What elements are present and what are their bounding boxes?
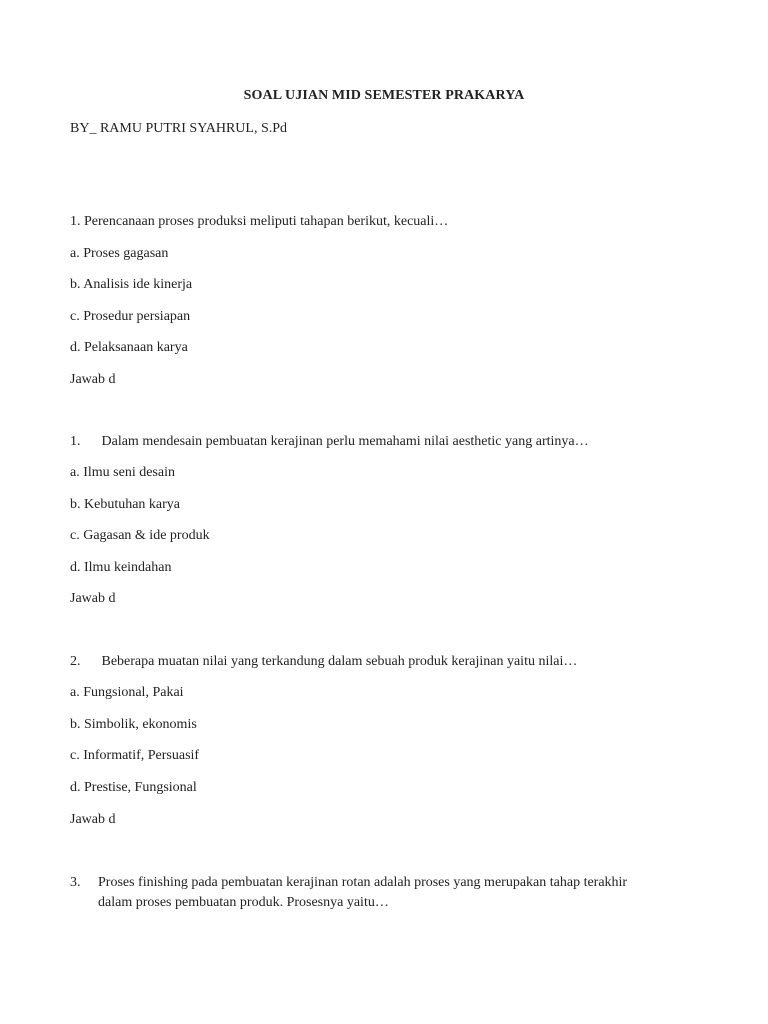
answer-key: Jawab d <box>70 372 116 387</box>
option-a: a. Ilmu seni desain <box>70 465 175 480</box>
question-number: 1. <box>70 214 81 229</box>
question-3-stem <box>70 653 577 671</box>
question-number: 3. <box>70 875 81 890</box>
question-1-stem <box>70 213 448 231</box>
question-number: 2. <box>70 654 81 669</box>
option-d: d. Pelaksanaan karya <box>70 340 188 355</box>
question-text-line-1: Proses finishing pada pembuatan kerajinan rotan adalah proses yang merupakan tahap terakhir <box>98 875 628 890</box>
question-number: 1. <box>70 434 81 449</box>
option-a: a. Proses gagasan <box>70 246 169 261</box>
question-2-stem <box>70 433 589 451</box>
option-d: d. Ilmu keindahan <box>70 560 172 575</box>
document-author: BY_ RAMU PUTRI SYAHRUL, S.Pd <box>70 121 288 136</box>
option-c: c. Gagasan & ide produk <box>70 528 210 543</box>
option-b: b. Kebutuhan karya <box>70 497 181 512</box>
document-title: SOAL UJIAN MID SEMESTER PRAKARYA <box>243 88 525 103</box>
option-d: d. Prestise, Fungsional <box>70 780 197 795</box>
question-text: Dalam mendesain pembuatan kerajinan perlu memahami nilai aesthetic yang artinya… <box>101 434 589 449</box>
question-4-stem <box>70 873 720 913</box>
question-text-line-2: dalam proses pembuatan produk. Prosesnya yaitu… <box>98 895 389 910</box>
option-b: b. Simbolik, ekonomis <box>70 717 197 732</box>
option-c: c. Informatif, Persuasif <box>70 748 200 763</box>
option-a: a. Fungsional, Pakai <box>70 685 184 700</box>
answer-key: Jawab d <box>70 591 116 606</box>
option-c: c. Prosedur persiapan <box>70 309 191 324</box>
answer-key: Jawab d <box>70 812 116 827</box>
option-b: b. Analisis ide kinerja <box>70 277 193 292</box>
question-text: Beberapa muatan nilai yang terkandung dalam sebuah produk kerajinan yaitu nilai… <box>101 654 578 669</box>
question-text: Perencanaan proses produksi meliputi tahapan berikut, kecuali… <box>84 214 449 229</box>
